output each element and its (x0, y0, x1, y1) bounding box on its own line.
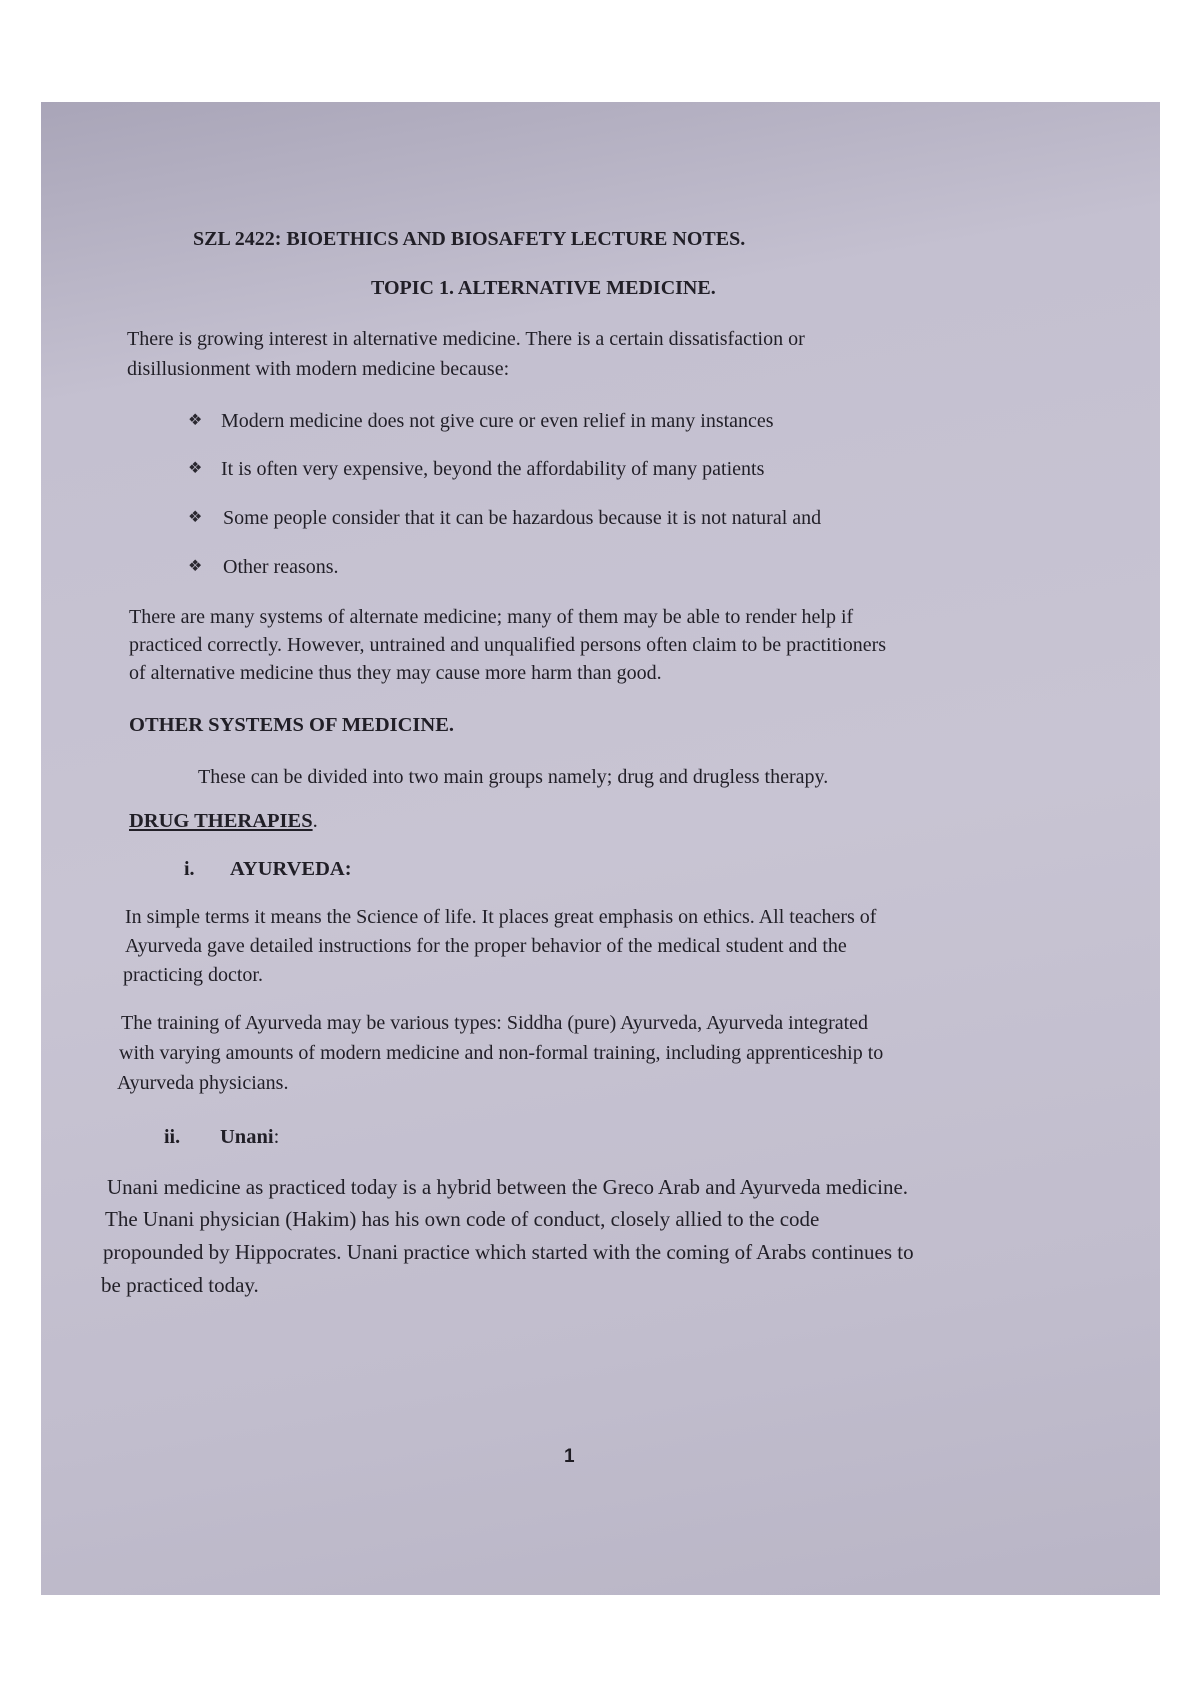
unani-title-colon: : (273, 1126, 280, 1148)
unani-para-line: Unani medicine as practiced today is a hybrid between the Greco Arab and Ayurveda medicine. (107, 1175, 909, 1199)
systems-line: of alternative medicine thus they may cause more harm than good. (129, 662, 662, 684)
drug-therapies-period: . (312, 810, 318, 832)
reason-item: Other reasons. (223, 556, 339, 578)
diamond-bullet-icon: ❖ (188, 558, 203, 575)
drug-therapies-heading (129, 806, 318, 836)
diamond-bullet-icon: ❖ (188, 412, 203, 429)
other-systems-text: These can be divided into two main groups namely; drug and drugless therapy. (198, 766, 829, 788)
reason-item: Some people consider that it can be hazardous because it is not natural and (223, 507, 822, 529)
topic-title: TOPIC 1. ALTERNATIVE MEDICINE. (371, 277, 716, 299)
ayurveda-para2-line: The training of Ayurveda may be various types: Siddha (pure) Ayurveda, Ayurveda integrated (121, 1012, 869, 1034)
intro-line: disillusionment with modern medicine because: (127, 358, 510, 380)
ayurveda-para1-line: Ayurveda gave detailed instructions for the proper behavior of the medical student and the (125, 935, 847, 957)
unani-para-line: The Unani physician (Hakim) has his own code of conduct, closely allied to the code (105, 1207, 820, 1231)
document-page (41, 102, 1160, 1595)
reason-item: It is often very expensive, beyond the affordability of many patients (221, 458, 765, 480)
unani-para-line: be practiced today. (101, 1273, 259, 1297)
intro-line: There is growing interest in alternative medicine. There is a certain dissatisfaction or (127, 328, 805, 350)
ayurveda-para2-line: with varying amounts of modern medicine and non-formal training, including apprenticeship to (119, 1042, 884, 1064)
course-title: SZL 2422: BIOETHICS AND BIOSAFETY LECTURE NOTES. (193, 228, 746, 250)
ayurveda-para1-line: practicing doctor. (123, 964, 263, 986)
unani-title (220, 1122, 279, 1152)
systems-line: There are many systems of alternate medicine; many of them may be able to render help if (129, 606, 854, 628)
ayurveda-title: AYURVEDA: (230, 858, 352, 880)
ayurveda-numeral: i. (184, 858, 195, 880)
unani-title-label: Unani (220, 1126, 274, 1148)
diamond-bullet-icon: ❖ (188, 460, 203, 477)
ayurveda-para2-line: Ayurveda physicians. (117, 1072, 289, 1094)
unani-para-line: propounded by Hippocrates. Unani practice which started with the coming of Arabs continues to (103, 1240, 914, 1264)
reason-item: Modern medicine does not give cure or even relief in many instances (221, 410, 774, 432)
other-systems-heading: OTHER SYSTEMS OF MEDICINE. (129, 714, 455, 736)
diamond-bullet-icon: ❖ (188, 509, 203, 526)
drug-therapies-label: DRUG THERAPIES (129, 810, 313, 832)
systems-line: practiced correctly. However, untrained and unqualified persons often claim to be practitioners (129, 634, 887, 656)
ayurveda-para1-line: In simple terms it means the Science of life. It places great emphasis on ethics. All teachers of (125, 906, 877, 928)
unani-numeral: ii. (164, 1126, 181, 1148)
page-number: 1 (564, 1446, 575, 1467)
